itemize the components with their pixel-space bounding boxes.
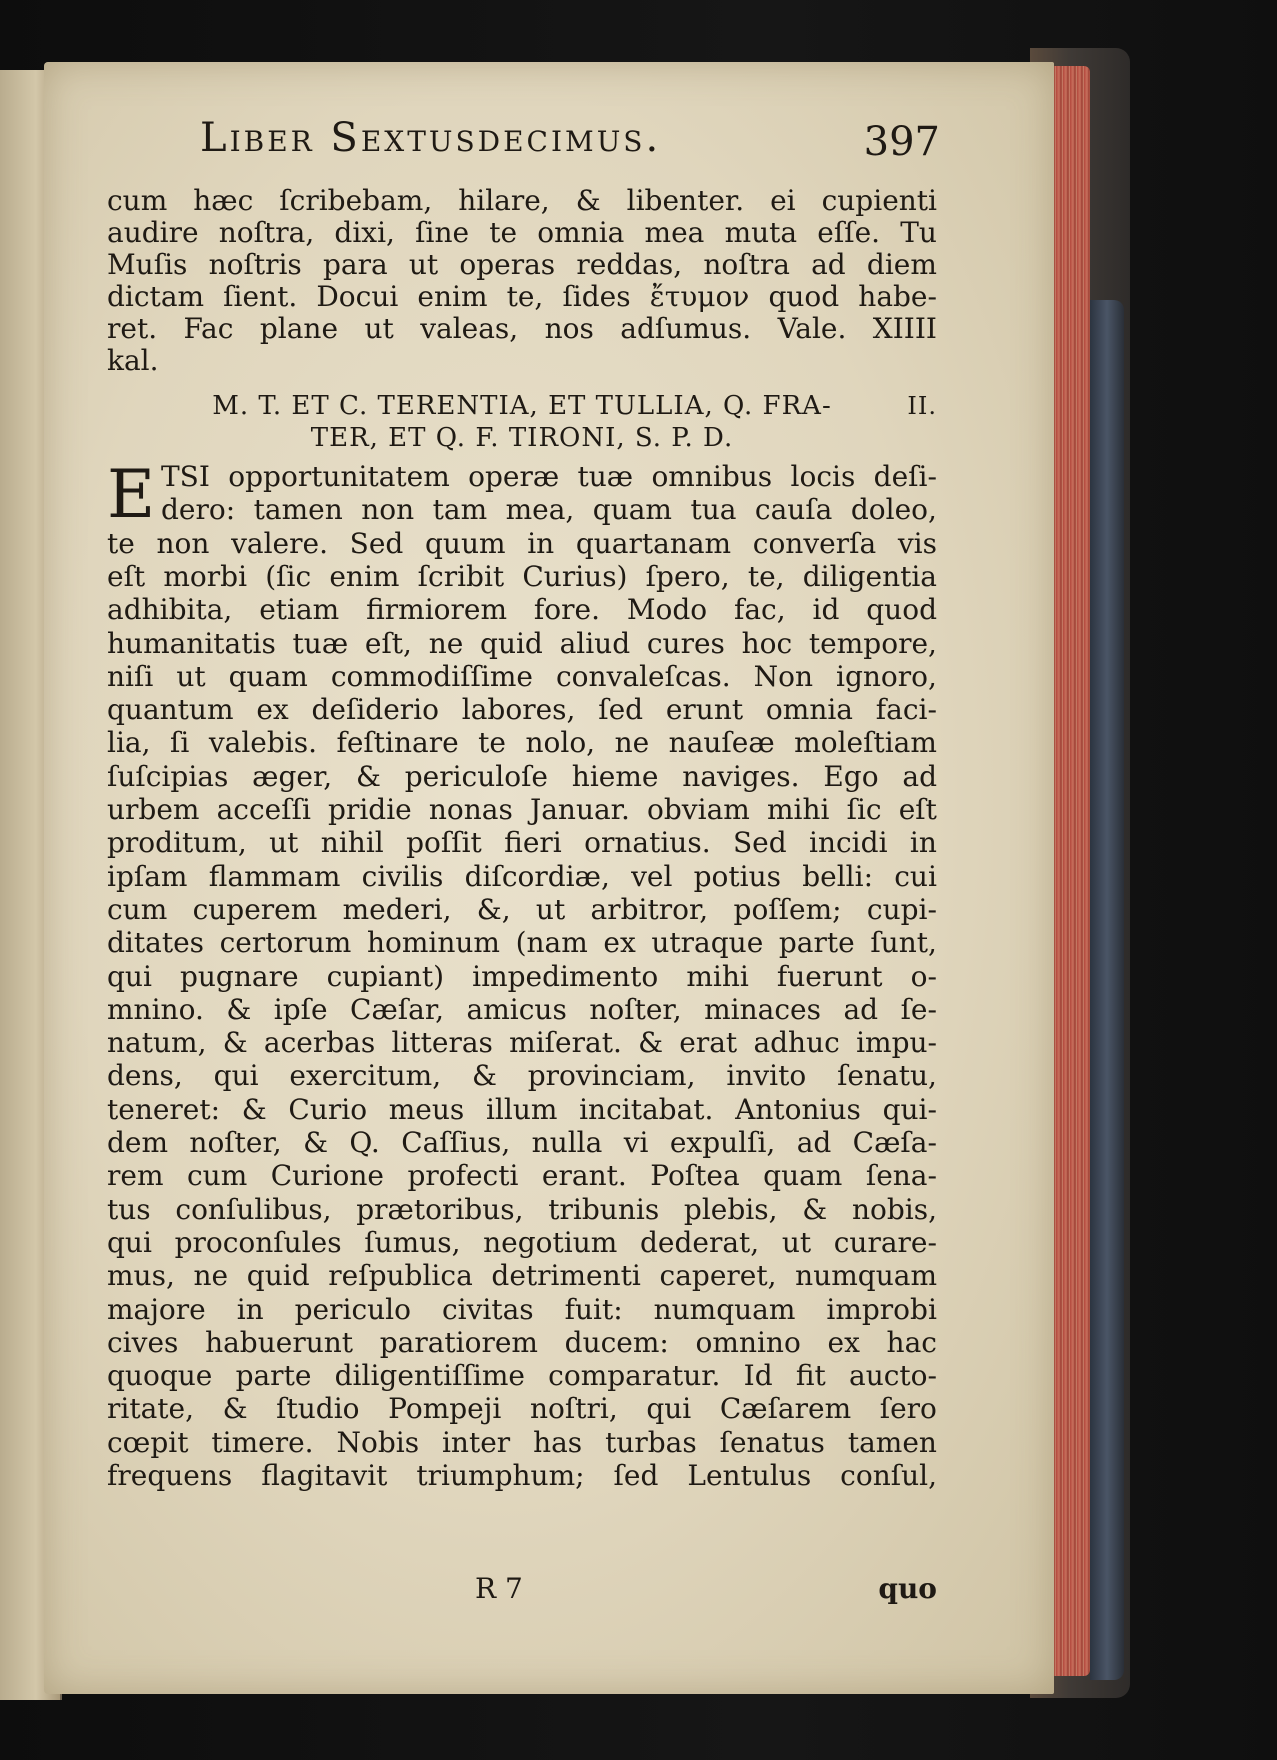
- letter-heading-2: [107, 421, 937, 455]
- signature-mark: R 7: [475, 1572, 523, 1605]
- text-line: tus conſulibus, prætoribus, tribunis plebis, & nobis,: [107, 1192, 937, 1226]
- text-line: quoque parte diligentiſſime comparatur. Id fit aucto-: [107, 1359, 937, 1393]
- text-line: ditates certorum hominum (nam ex utraque parte ſunt,: [107, 926, 937, 960]
- letter-number: II.: [907, 392, 937, 420]
- text-line: humanitatis tuæ eſt, ne quid aliud cures hoc tempore,: [107, 626, 937, 660]
- text-line: adhibita, etiam firmiorem fore. Modo fac, id quod: [107, 593, 937, 627]
- letter-heading: [107, 389, 937, 423]
- text-line: urbem acceſſi pridie nonas Januar. obviam mihi ſic eſt: [107, 793, 937, 826]
- text-line: cum cuperem mederi, &, ut arbitror, poſſem; cupi-: [107, 892, 937, 926]
- text-line: TSI opportunitatem operæ tuæ omnibus locis deſi-: [161, 460, 937, 493]
- text-line: qui pugnare cupiant) impedimento mihi fuerunt o-: [107, 959, 937, 993]
- text-line: ipſam flammam civilis diſcordiæ, vel potius belli: cui: [107, 859, 937, 893]
- text-line: proditum, ut nihil poſſit fieri ornatius. Sed incidi in: [107, 826, 937, 860]
- text-line: cœpit timere. Nobis inter has turbas ſenatus tamen: [107, 1425, 937, 1459]
- text-line: cives habuerunt paratiorem ducem: omnino ex hac: [107, 1325, 937, 1359]
- text-line: dens, qui exercitum, & provinciam, invito ſenatu,: [107, 1059, 937, 1093]
- text-line: mnino. & ipſe Cæſar, amicus noſter, minaces ad ſe-: [107, 992, 937, 1026]
- drop-cap: E: [107, 456, 156, 533]
- text-line: qui proconſules ſumus, negotium dederat, ut curare-: [107, 1225, 937, 1259]
- text-line: audire noſtra, dixi, ſine te omnia mea muta eſſe. Tu: [107, 216, 937, 249]
- text-line: Muſis noſtris para ut operas reddas, noſtra ad diem: [107, 248, 937, 281]
- text-line: lia, ſi valebis. feſtinare te nolo, ne nauſeæ moleſtiam: [107, 726, 937, 760]
- text-line: ritate, & ſtudio Pompeji noſtri, qui Cæſarem ſero: [107, 1392, 937, 1426]
- text-line: teneret: & Curio meus illum incitabat. Antonius qui-: [107, 1092, 937, 1126]
- running-head: Liber Sextusdecimus.: [200, 115, 662, 161]
- text-line: ret. Fac plane ut valeas, nos adſumus. Vale. XIIII: [107, 312, 937, 345]
- text-line: quantum ex deſiderio labores, ſed erunt omnia faci-: [107, 693, 937, 727]
- text-line: rem cum Curione profecti erant. Poſtea quam ſena-: [107, 1159, 937, 1193]
- page-header: [200, 115, 940, 175]
- text-line: dero: tamen non tam mea, quam tua cauſa doleo,: [161, 493, 937, 527]
- text-line: natum, & acerbas litteras miſerat. & erat adhuc impu-: [107, 1026, 937, 1060]
- text-line: frequens flagitavit triumphum; ſed Lentulus conſul,: [107, 1459, 937, 1492]
- text-line: kal.: [107, 344, 159, 377]
- text-line: eſt morbi (ſic enim ſcribit Curius) ſpero, te, diligentia: [107, 559, 937, 593]
- letter-heading-line2: TER, ET Q. F. TIRONI, S. P. D.: [310, 423, 734, 453]
- page-footer: [107, 1572, 937, 1606]
- text-line: majore in periculo civitas fuit: numquam improbi: [107, 1292, 937, 1326]
- text-line: niſi ut quam commodiſſime convaleſcas. Non ignoro,: [107, 659, 937, 693]
- catchword: quo: [878, 1572, 937, 1605]
- page-number: 397: [863, 119, 940, 165]
- text-line: dictam ſient. Docui enim te, ſides ἔτυμον quod habe-: [107, 280, 937, 313]
- text-line: dem noſter, & Q. Caſſius, nulla vi expulſi, ad Cæſa-: [107, 1126, 937, 1159]
- text-line: te non valere. Sed quum in quartanam converſa vis: [107, 526, 937, 560]
- book-page: [44, 62, 1054, 1694]
- letter-heading-line1: M. T. ET C. TERENTIA, ET TULLIA, Q. FRA-: [212, 391, 832, 421]
- text-line: cum hæc ſcribebam, hilare, & libenter. ei cupienti: [107, 184, 937, 217]
- text-line: mus, ne quid reſpublica detrimenti caperet, numquam: [107, 1259, 937, 1293]
- text-line: ſuſcipias æger, & periculoſe hieme naviges. Ego ad: [107, 759, 937, 793]
- cover-spine-strip: [1090, 300, 1124, 1680]
